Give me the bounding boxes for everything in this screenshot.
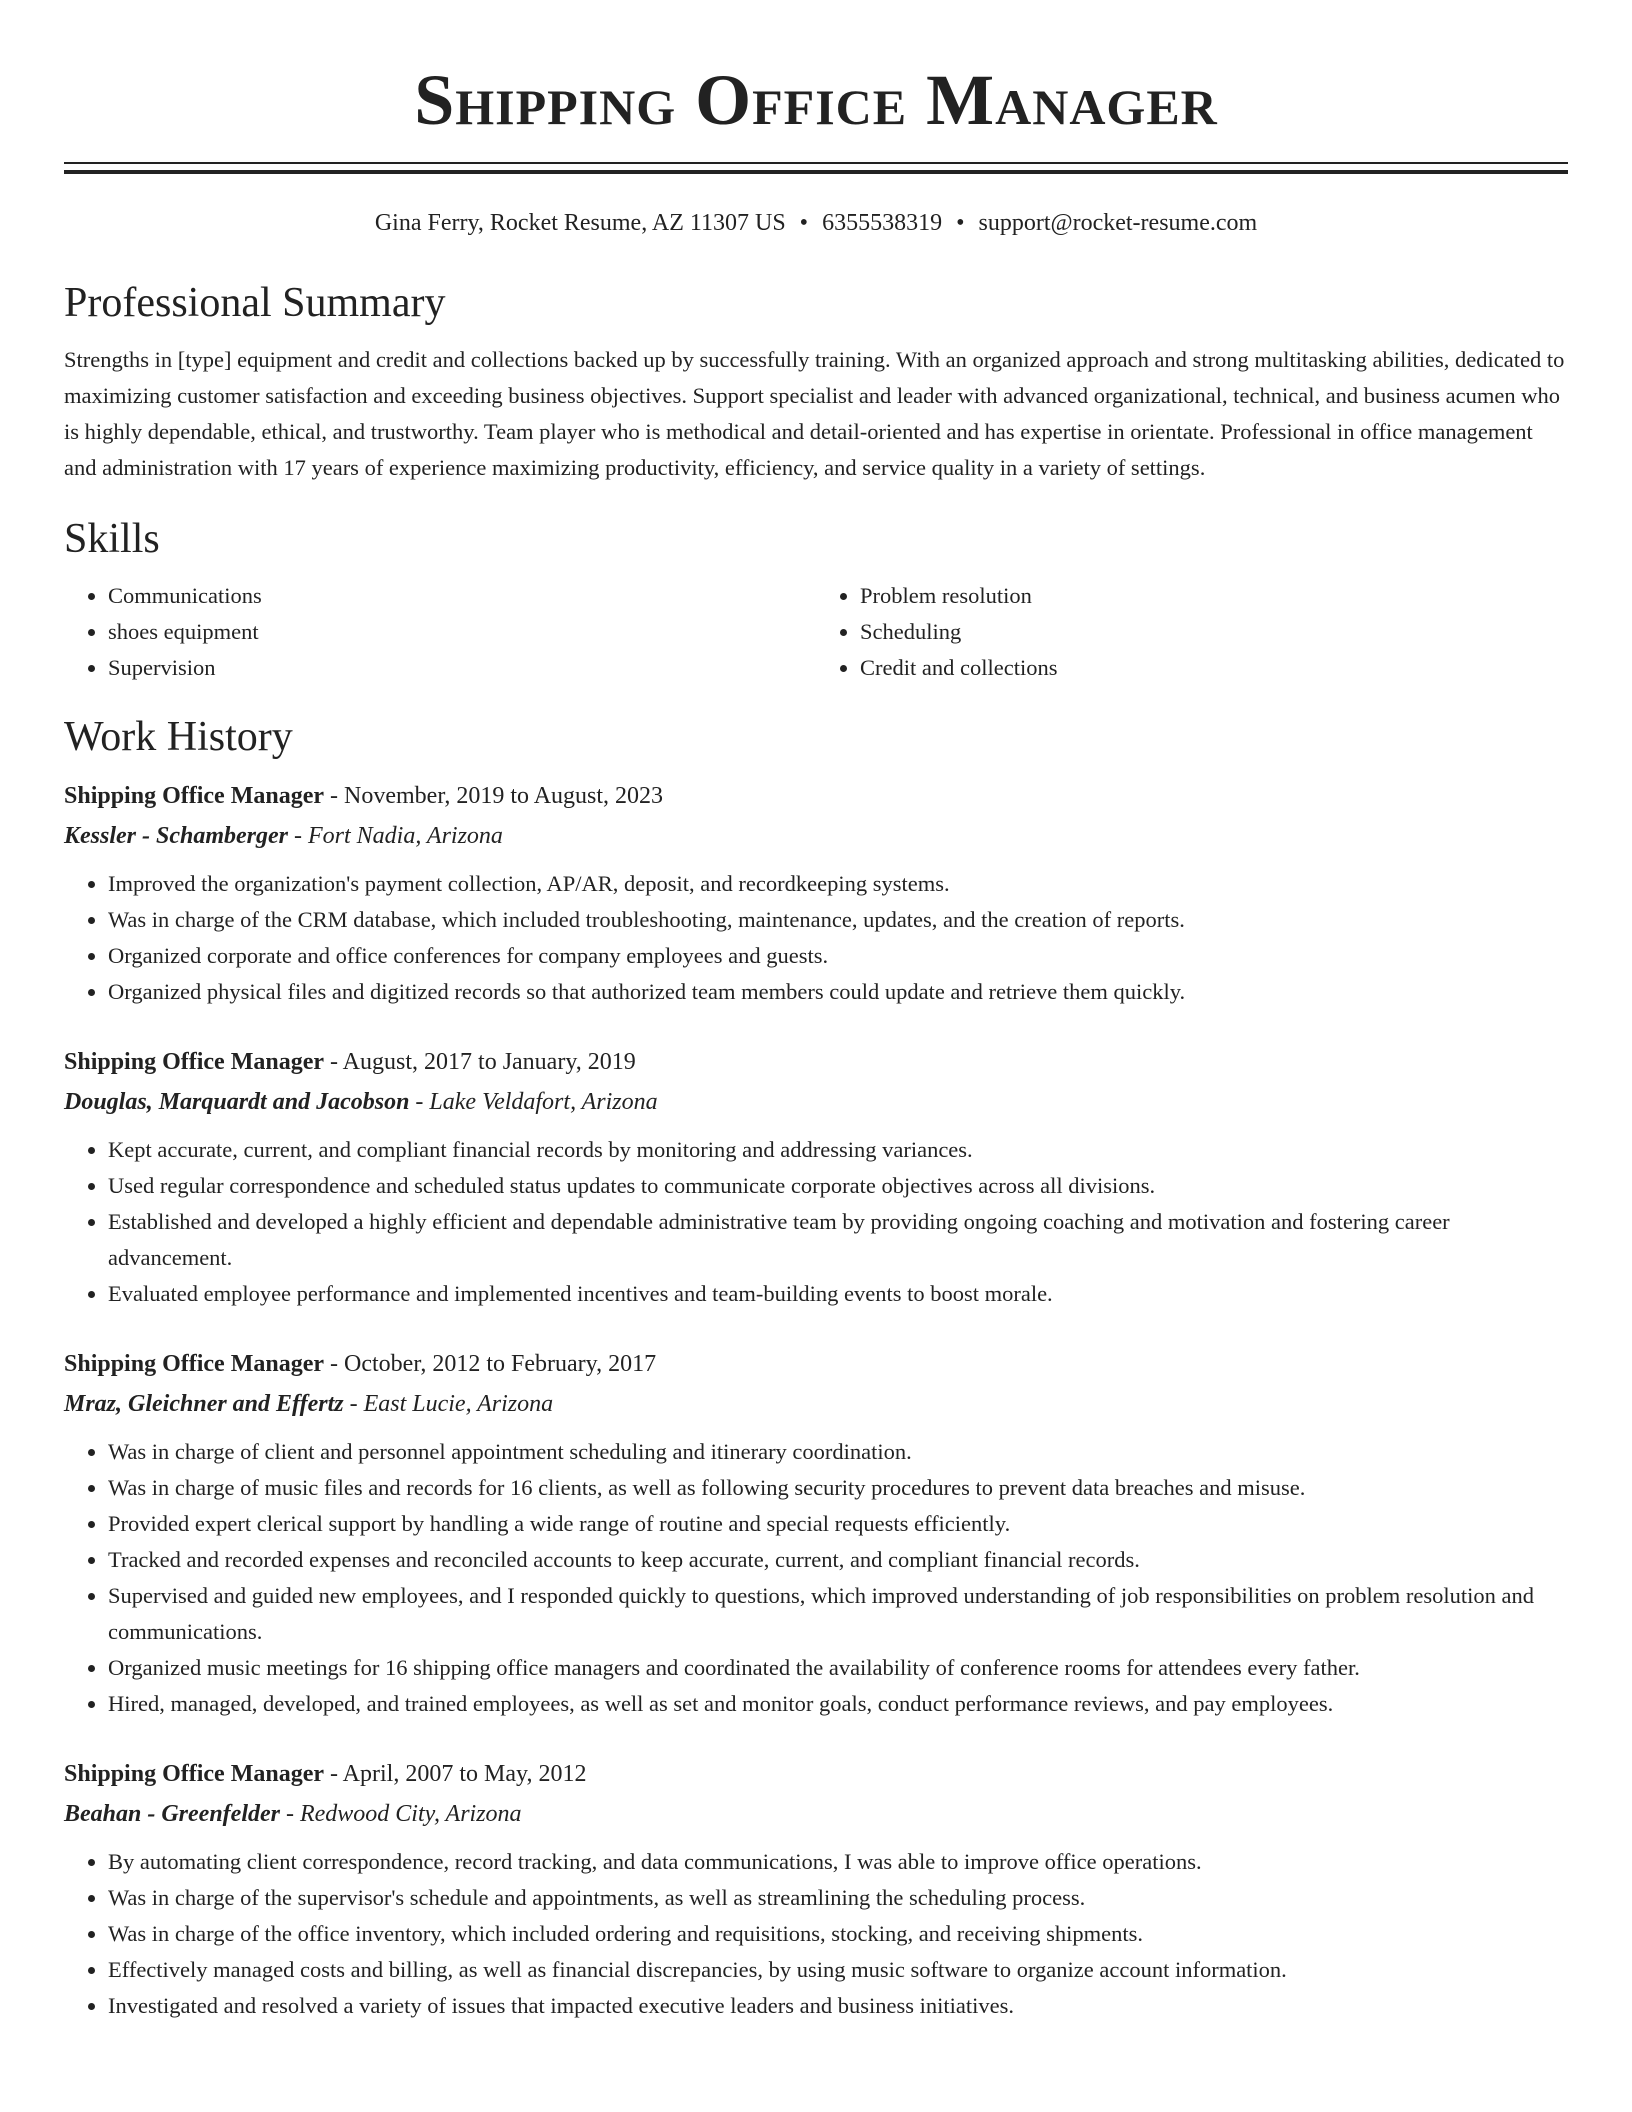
skills-list (64, 578, 1568, 686)
job-bullet: • Used regular correspondence and scheduled status updates to communicate corporate objectives across all divisions. (108, 1168, 1568, 1204)
work-history-heading: Work History (64, 714, 293, 760)
job-title: Shipping Office Manager (64, 783, 325, 809)
job-title: Shipping Office Manager (64, 1761, 325, 1787)
skills-column-left (64, 578, 816, 686)
job-dates: - August, 2017 to January, 2019 (324, 1049, 636, 1075)
job-bullet: • Was in charge of the office inventory, which included ordering and requisitions, stocking, and receiving shipments. (108, 1916, 1568, 1952)
job-bullet: • Provided expert clerical support by handling a wide range of routine and special requests efficiently. (108, 1506, 1568, 1542)
job-title-line (64, 1042, 1568, 1082)
title-divider (64, 162, 1568, 174)
job-bullet: • Effectively managed costs and billing, as well as financial discrepancies, by using music software to organize account information. (108, 1952, 1568, 1988)
job-company: Beahan - Greenfelder (64, 1801, 280, 1827)
job-location: - Fort Nadia, Arizona (288, 823, 503, 849)
job-bullets (64, 866, 1568, 1010)
contact-separator: • (956, 210, 965, 236)
summary-text: Strengths in [type] equipment and credit and collections backed up by successfully training. With an organized approach and strong multitasking abilities, dedicated to maximizing customer satisfaction and exceeding business objectives. Support specialist and leader with advanced organizational, technical, and business acumen who is highly dependable, ethical, and trustworthy. Team player who is methodical and detail-oriented and has expertise in orientate. Professional in office management and administration with 17 years of experience maximizing productivity, efficiency, and service quality in a variety of settings. (64, 347, 1565, 480)
job-bullets (64, 1844, 1568, 2024)
job-bullet: • Investigated and resolved a variety of issues that impacted executive leaders and business initiatives. (108, 1988, 1568, 2024)
job-bullet: • Was in charge of client and personnel appointment scheduling and itinerary coordination. (108, 1434, 1568, 1470)
job-bullet: • Kept accurate, current, and compliant financial records by monitoring and addressing variances. (108, 1132, 1568, 1168)
skill-item: • Supervision (108, 650, 816, 686)
job-bullet: • Organized music meetings for 16 shipping office managers and coordinated the availability of conference rooms for attendees every father. (108, 1650, 1568, 1686)
job-dates: - November, 2019 to August, 2023 (324, 783, 664, 809)
contact-separator: • (799, 210, 809, 236)
job-bullet: • By automating client correspondence, record tracking, and data communications, I was able to improve office operations. (108, 1844, 1568, 1880)
job-dates: - April, 2007 to May, 2012 (324, 1761, 587, 1787)
job-dates: - October, 2012 to February, 2017 (324, 1351, 657, 1377)
job-company-line (64, 1082, 1568, 1122)
skills-column-right (816, 578, 1568, 686)
job-entry (64, 1344, 1568, 1722)
resume-title: Shipping Office Manager (414, 60, 1218, 140)
job-company: Kessler - Schamberger (64, 823, 288, 849)
skill-item: • Scheduling (860, 614, 1568, 650)
job-company: Mraz, Gleichner and Effertz (64, 1391, 344, 1417)
contact-email: support@rocket-resume.com (978, 210, 1258, 236)
job-title: Shipping Office Manager (64, 1049, 325, 1075)
job-company-line (64, 1794, 1568, 1834)
job-bullet: • Established and developed a highly efficient and dependable administrative team by providing ongoing coaching and motivation and fostering career advancement. (108, 1204, 1568, 1276)
job-company-line (64, 1384, 1568, 1424)
contact-phone: 6355538319 (822, 210, 943, 236)
job-bullet: • Hired, managed, developed, and trained employees, as well as set and monitor goals, conduct performance reviews, and pay employees. (108, 1686, 1568, 1722)
job-bullet: • Tracked and recorded expenses and reconciled accounts to keep accurate, current, and compliant financial records. (108, 1542, 1568, 1578)
job-title-line (64, 776, 1568, 816)
contact-line (64, 208, 1568, 238)
job-title-line (64, 1754, 1568, 1794)
job-entry (64, 1754, 1568, 2024)
skill-item: • Communications (108, 578, 816, 614)
job-bullet: • Supervised and guided new employees, and I responded quickly to questions, which improved understanding of job responsibilities on problem resolution and communications. (108, 1578, 1568, 1650)
job-bullet: • Organized corporate and office conferences for company employees and guests. (108, 938, 1568, 974)
skills-heading: Skills (64, 516, 160, 562)
job-location: - Redwood City, Arizona (279, 1801, 522, 1827)
job-bullets (64, 1132, 1568, 1312)
job-bullet: • Was in charge of the supervisor's schedule and appointments, as well as streamlining the scheduling process. (108, 1880, 1568, 1916)
job-bullet: • Organized physical files and digitized records so that authorized team members could update and retrieve them quickly. (108, 974, 1568, 1010)
job-location: - Lake Veldafort, Arizona (409, 1089, 658, 1115)
job-bullets (64, 1434, 1568, 1722)
job-entry (64, 776, 1568, 1010)
contact-address: Gina Ferry, Rocket Resume, AZ 11307 US (374, 210, 786, 236)
job-entry (64, 1042, 1568, 1312)
skill-item: • shoes equipment (108, 614, 816, 650)
job-title: Shipping Office Manager (64, 1351, 325, 1377)
job-bullet: • Was in charge of music files and records for 16 clients, as well as following security procedures to prevent data breaches and misuse. (108, 1470, 1568, 1506)
job-company-line (64, 816, 1568, 856)
job-bullet: • Improved the organization's payment collection, AP/AR, deposit, and recordkeeping systems. (108, 866, 1568, 902)
job-bullet: • Was in charge of the CRM database, which included troubleshooting, maintenance, updates, and the creation of reports. (108, 902, 1568, 938)
job-title-line (64, 1344, 1568, 1384)
job-location: - East Lucie, Arizona (343, 1391, 554, 1417)
job-bullet: • Evaluated employee performance and implemented incentives and team-building events to boost morale. (108, 1276, 1568, 1312)
skill-item: • Credit and collections (860, 650, 1568, 686)
skill-item: • Problem resolution (860, 578, 1568, 614)
job-company: Douglas, Marquardt and Jacobson (64, 1089, 410, 1115)
summary-heading: Professional Summary (64, 280, 446, 326)
